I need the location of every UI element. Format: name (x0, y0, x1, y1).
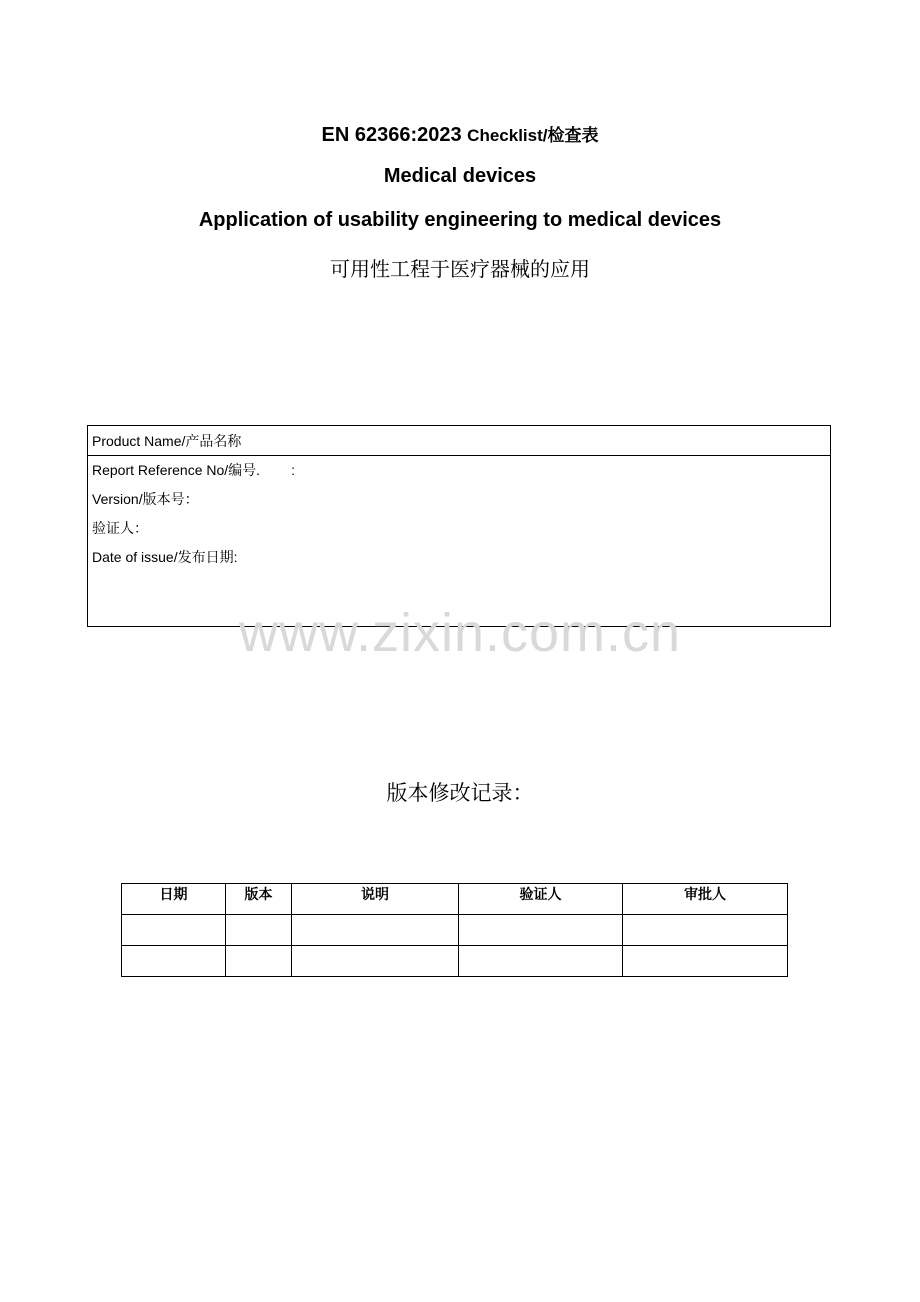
column-header-verifier: 验证人 (459, 884, 623, 915)
table-cell (292, 915, 459, 946)
product-info-box (87, 425, 831, 627)
document-subtitle: Medical devices (383, 165, 537, 187)
table-row (122, 946, 788, 977)
column-header-description: 说明 (292, 884, 459, 915)
table-cell (623, 946, 788, 977)
revision-history-heading: 版本修改记录： (386, 781, 534, 805)
watermark: www.zixin.com.cn (238, 603, 682, 663)
column-header-date: 日期 (122, 884, 226, 915)
product-name-field: Product Name/产品名称 (88, 426, 830, 456)
table-cell (122, 946, 226, 977)
table-row (122, 915, 788, 946)
document-title-chinese: 可用性工程于医疗器械的应用 (330, 257, 590, 281)
table-cell (623, 915, 788, 946)
document-title-english: Application of usability engineering to medical devices (198, 209, 722, 231)
revision-history-table (121, 883, 788, 977)
checklist-label: Checklist/检查表 (467, 126, 599, 145)
table-cell (459, 915, 623, 946)
table-cell (292, 946, 459, 977)
column-header-approver: 审批人 (623, 884, 788, 915)
table-cell (459, 946, 623, 977)
table-cell (122, 915, 226, 946)
table-cell (226, 946, 292, 977)
table-header-row (122, 884, 788, 915)
table-cell (226, 915, 292, 946)
version-field: Version/版本号： (92, 491, 199, 507)
document-title (0, 121, 920, 147)
report-reference-field: Report Reference No/编号. : (92, 462, 296, 478)
column-header-version: 版本 (226, 884, 292, 915)
standard-number: EN 62366:2023 (321, 124, 462, 146)
verifier-field: 验证人： (92, 520, 148, 536)
date-of-issue-field: Date of issue/发布日期: (92, 549, 238, 565)
